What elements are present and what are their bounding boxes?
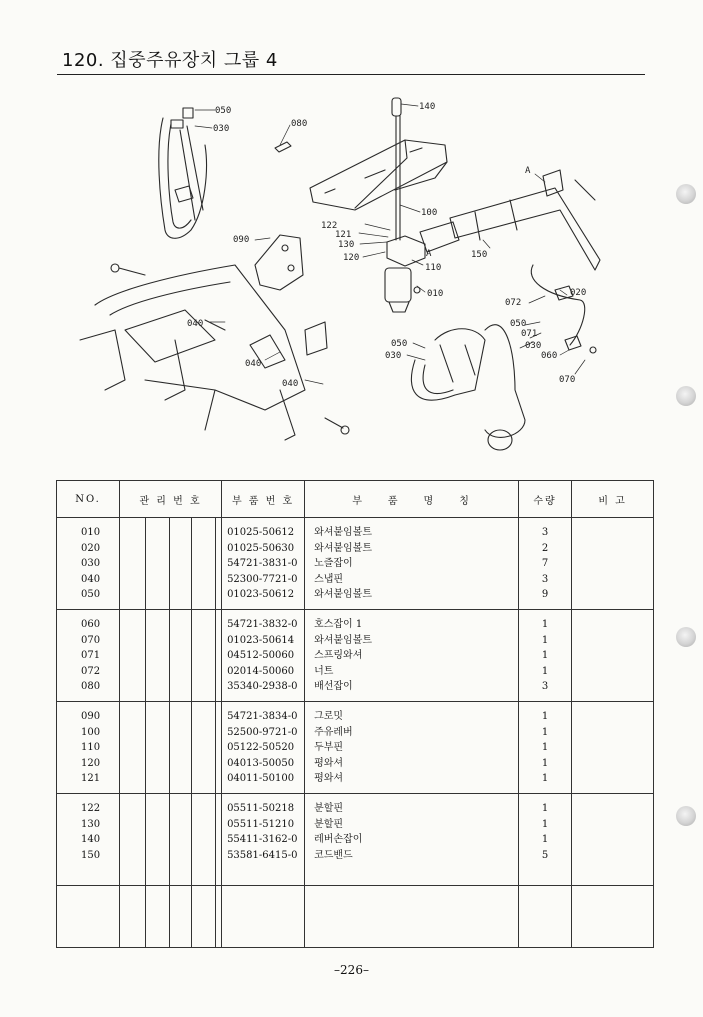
table-row-empty	[57, 886, 654, 948]
row-no: 060	[81, 619, 101, 630]
row-part-name: 와셔붙임볼트	[314, 527, 373, 538]
row-qty: 1	[541, 711, 549, 722]
callout-040-c: 040	[282, 379, 299, 389]
row-qty: 1	[541, 757, 549, 769]
callout-040-a: 040	[187, 319, 204, 329]
hose-right	[531, 265, 596, 353]
row-no: 122	[81, 803, 101, 814]
row-part-name: 평와셔	[314, 773, 344, 785]
row-part-no: 35340-2938-0	[227, 681, 298, 693]
row-part-name: 그로밋	[314, 711, 344, 722]
row-no: 050	[81, 589, 101, 601]
callout-020: 020	[570, 288, 587, 298]
row-qty: 1	[541, 726, 549, 738]
nozzle-clamp-top-left	[159, 108, 207, 238]
row-qty: 1	[541, 834, 549, 846]
callout-090: 090	[233, 235, 250, 245]
pump-body	[385, 236, 425, 312]
row-part-no: 05122-50520	[227, 742, 295, 754]
row-no: 120	[81, 757, 101, 769]
callout-130: 130	[338, 240, 355, 250]
row-part-name: 코드밴드	[314, 849, 353, 861]
callout-a-pump: A	[426, 249, 432, 259]
callout-a-frame: A	[525, 166, 531, 176]
row-part-name: 와셔붙임볼트	[314, 589, 373, 601]
header-qty: 수량	[519, 481, 572, 518]
row-part-name: 너트	[314, 665, 334, 677]
row-part-name: 배선잡이	[314, 681, 353, 693]
row-qty: 1	[541, 650, 549, 662]
row-qty: 1	[541, 818, 549, 830]
binder-hole-2	[676, 386, 696, 406]
row-part-no: 05511-50218	[227, 803, 295, 814]
binder-hole-4	[676, 806, 696, 826]
row-part-no: 54721-3831-0	[227, 558, 298, 570]
table-row-group-1	[57, 518, 654, 610]
row-no: 100	[81, 726, 101, 738]
row-no: 140	[81, 834, 101, 846]
header-remarks: 비 고	[572, 481, 654, 518]
row-part-no: 02014-50060	[227, 665, 295, 677]
row-part-no: 01023-50612	[227, 589, 295, 601]
row-qty: 1	[541, 619, 549, 630]
callout-080: 080	[291, 119, 308, 129]
row-no: 090	[81, 711, 101, 722]
callout-072: 072	[505, 298, 522, 308]
row-part-name: 스프링와셔	[314, 650, 363, 662]
callout-030-c: 030	[385, 351, 402, 361]
row-no: 030	[81, 558, 101, 570]
row-part-no: 54721-3832-0	[227, 619, 298, 630]
row-qty: 9	[541, 589, 549, 601]
row-part-no: 01025-50612	[227, 527, 295, 538]
frame-left	[80, 264, 349, 440]
parts-table	[56, 480, 654, 948]
row-part-name: 와셔붙임볼트	[314, 542, 373, 554]
row-part-no: 53581-6415-0	[227, 849, 298, 861]
row-no: 071	[81, 650, 101, 662]
row-part-no: 54721-3834-0	[227, 711, 298, 722]
row-no: 020	[81, 542, 101, 554]
row-qty: 3	[541, 573, 549, 585]
row-part-name: 평와셔	[314, 757, 344, 769]
row-part-name: 와셔붙임볼트	[314, 634, 373, 646]
row-part-name: 레버손잡이	[314, 834, 363, 846]
callout-100: 100	[421, 208, 438, 218]
table-row-group-2	[57, 610, 654, 702]
row-qty: 3	[541, 681, 549, 693]
row-part-no: 52500-9721-0	[227, 726, 298, 738]
row-no: 150	[81, 849, 101, 861]
callout-150: 150	[471, 250, 488, 260]
row-part-no: 55411-3162-0	[227, 834, 298, 846]
row-no: 072	[81, 665, 101, 677]
parts-diagram	[55, 90, 615, 470]
row-qty: 7	[541, 558, 549, 570]
callout-050-b: 050	[510, 319, 527, 329]
row-no: 130	[81, 818, 101, 830]
binder-hole-3	[676, 627, 696, 647]
row-part-no: 01025-50630	[227, 542, 295, 554]
row-qty: 1	[541, 803, 549, 814]
table-row-group-4	[57, 794, 654, 886]
row-no: 110	[81, 742, 101, 754]
callout-010: 010	[427, 289, 444, 299]
callout-140: 140	[419, 102, 436, 112]
header-part-no: 부 품 번 호	[222, 481, 305, 518]
callout-050-c: 050	[391, 339, 408, 349]
row-part-name: 스냅핀	[314, 573, 344, 585]
callout-120: 120	[343, 253, 360, 263]
header-no: NO.	[57, 481, 120, 518]
row-qty: 2	[541, 542, 549, 554]
nozzle-clamp-bottom-right	[411, 325, 525, 450]
row-part-name: 분할핀	[314, 818, 344, 830]
callout-030-a: 030	[213, 124, 230, 134]
row-part-name: 두부핀	[314, 742, 344, 754]
row-no: 080	[81, 681, 101, 693]
row-part-name: 호스잡이 1	[314, 619, 363, 630]
row-qty: 1	[541, 742, 549, 754]
row-qty: 1	[541, 773, 549, 785]
callout-071: 071	[521, 329, 538, 339]
row-qty: 1	[541, 634, 549, 646]
callout-121: 121	[335, 230, 352, 240]
row-no: 070	[81, 634, 101, 646]
callout-070: 070	[559, 375, 576, 385]
row-qty: 3	[541, 527, 549, 538]
row-no: 010	[81, 527, 101, 538]
row-no: 121	[81, 773, 101, 785]
row-part-name: 노즐잡이	[314, 558, 353, 570]
table-row-group-3	[57, 702, 654, 794]
row-qty: 1	[541, 665, 549, 677]
lever-assembly	[392, 98, 459, 252]
row-part-name: 분할핀	[314, 803, 344, 814]
callout-060: 060	[541, 351, 558, 361]
row-qty: 5	[541, 849, 549, 861]
grease-reservoir	[310, 140, 447, 210]
callout-050-a: 050	[215, 106, 232, 116]
row-part-name: 주유레버	[314, 726, 353, 738]
binder-hole-1	[676, 184, 696, 204]
header-part-name: 부 품 명 칭	[305, 481, 519, 518]
row-part-no: 04011-50100	[227, 773, 295, 785]
callout-030-b: 030	[525, 341, 542, 351]
page-number: –226–	[334, 963, 369, 977]
row-no: 040	[81, 573, 101, 585]
wire-clamp-080	[275, 142, 291, 152]
page-title: 120. 집중주유장치 그룹 4	[62, 50, 278, 71]
header-management-no: 관 리 번 호	[120, 481, 222, 518]
bracket-090	[255, 235, 303, 290]
row-part-no: 01023-50614	[227, 634, 295, 646]
callout-040-b: 040	[245, 359, 262, 369]
row-part-no: 05511-51210	[227, 818, 295, 830]
row-part-no: 04013-50050	[227, 757, 295, 769]
callout-110: 110	[425, 263, 442, 273]
title-rule	[57, 74, 645, 75]
row-part-no: 04512-50060	[227, 650, 295, 662]
row-part-no: 52300-7721-0	[227, 573, 298, 585]
callout-122: 122	[321, 221, 338, 231]
